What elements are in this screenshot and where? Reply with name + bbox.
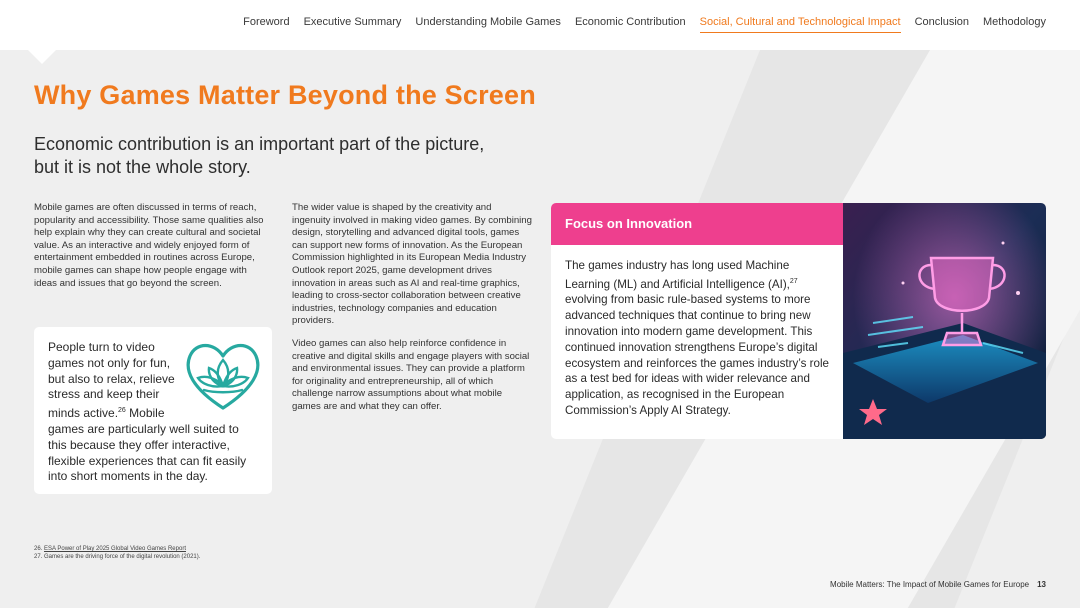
nav-item-understanding-mobile-games[interactable]: Understanding Mobile Games (415, 16, 561, 28)
footnote-link[interactable]: ESA Power of Play 2025 Global Video Games Report (44, 546, 186, 552)
card-text-continued: evolving from basic rule-based systems to more advanced techniques that continue to bring new innovation into modern game development. This continued innovation strengthens Europe’s digital ecosystem and reinforces the games industry’s role as a test bed for ideas with wider relevance and application, as recognised in the European Commission’s Apply AI Strategy. (565, 293, 829, 418)
body-column (292, 202, 532, 414)
nav-item-foreword[interactable]: Foreword (243, 16, 290, 28)
neon-trophy-image (843, 203, 1046, 439)
callout-text: People turn to video games not only for fun, but also to relax, relieve stress and keep their minds active. (48, 340, 175, 421)
nav-menu (243, 16, 1046, 33)
card-body (565, 258, 833, 419)
footnote-27: 27. Games are the driving force of the digital revolution (2021). (34, 554, 201, 560)
page-subtitle: Economic contribution is an important part of the picture, but it is not the whole story. (34, 134, 485, 177)
nav-item-conclusion[interactable]: Conclusion (914, 16, 969, 28)
document-title: Mobile Matters: The Impact of Mobile Games for Europe (830, 580, 1030, 589)
card-text: The games industry has long used Machine Learning (ML) and Artificial Intelligence (AI), (565, 259, 790, 291)
page-title: Why Games Matter Beyond the Screen (34, 80, 536, 110)
page-footer (830, 580, 1046, 589)
card-header: Focus on Innovation (551, 203, 843, 245)
callout-text-continued: Mobile games are particularly well suited to this because they offer interactive, flexible experiences that can fit easily into short moments in the day. (48, 406, 247, 484)
innovation-card (551, 203, 1046, 439)
nav-item-economic-contribution[interactable]: Economic Contribution (574, 16, 686, 28)
footnote-26: 26. ESA Power of Play 2025 Global Video Games Report (34, 546, 186, 552)
intro-paragraph: Mobile games are often discussed in terms of reach, popularity and accessibility. Those same qualities also help explain why they can create cultural and societal value. As an interactive and widely enjoyed form of entertainment embedded in routines across Europe, mobile games can shape how people engage with ideas and issues that go beyond the screen. (34, 202, 264, 289)
top-navigation-bar (0, 0, 1080, 50)
footnote-ref[interactable]: 26 (118, 407, 126, 415)
callout-box (34, 327, 272, 494)
footnote-ref[interactable]: 27 (789, 277, 798, 285)
heart-lotus-icon (182, 338, 264, 412)
nav-item-methodology[interactable]: Methodology (983, 16, 1046, 28)
body-paragraph: The wider value is shaped by the creativity and ingenuity involved in making video games. By combining design, storytelling and advanced digital tools, games can support new forms of innovation. As the European Commission highlighted in its European Media Industry Outlook report 2025, game development drives innovation in areas such as AI and real-time graphics, leading to cross-sector collaboration between creative industries, technology companies and education providers. (292, 202, 532, 327)
page-number: 13 (1037, 580, 1046, 589)
nav-item-executive-summary[interactable]: Executive Summary (303, 16, 402, 28)
footnotes (34, 545, 200, 561)
intro-column (34, 202, 272, 290)
nav-item-social-cultural-and-technological-impact[interactable]: Social, Cultural and Technological Impact (700, 16, 901, 33)
nav-notch (28, 50, 56, 64)
body-paragraph: Video games can also help reinforce confidence in creative and digital skills and engage players with social and environmental issues. They can provide a platform for originality and entrepreneurship, all of which challenge narrow assumptions about what mobile games are and what they can offer. (292, 337, 530, 412)
footnote-text: Games are the driving force of the digital revolution (2021). (44, 554, 201, 560)
